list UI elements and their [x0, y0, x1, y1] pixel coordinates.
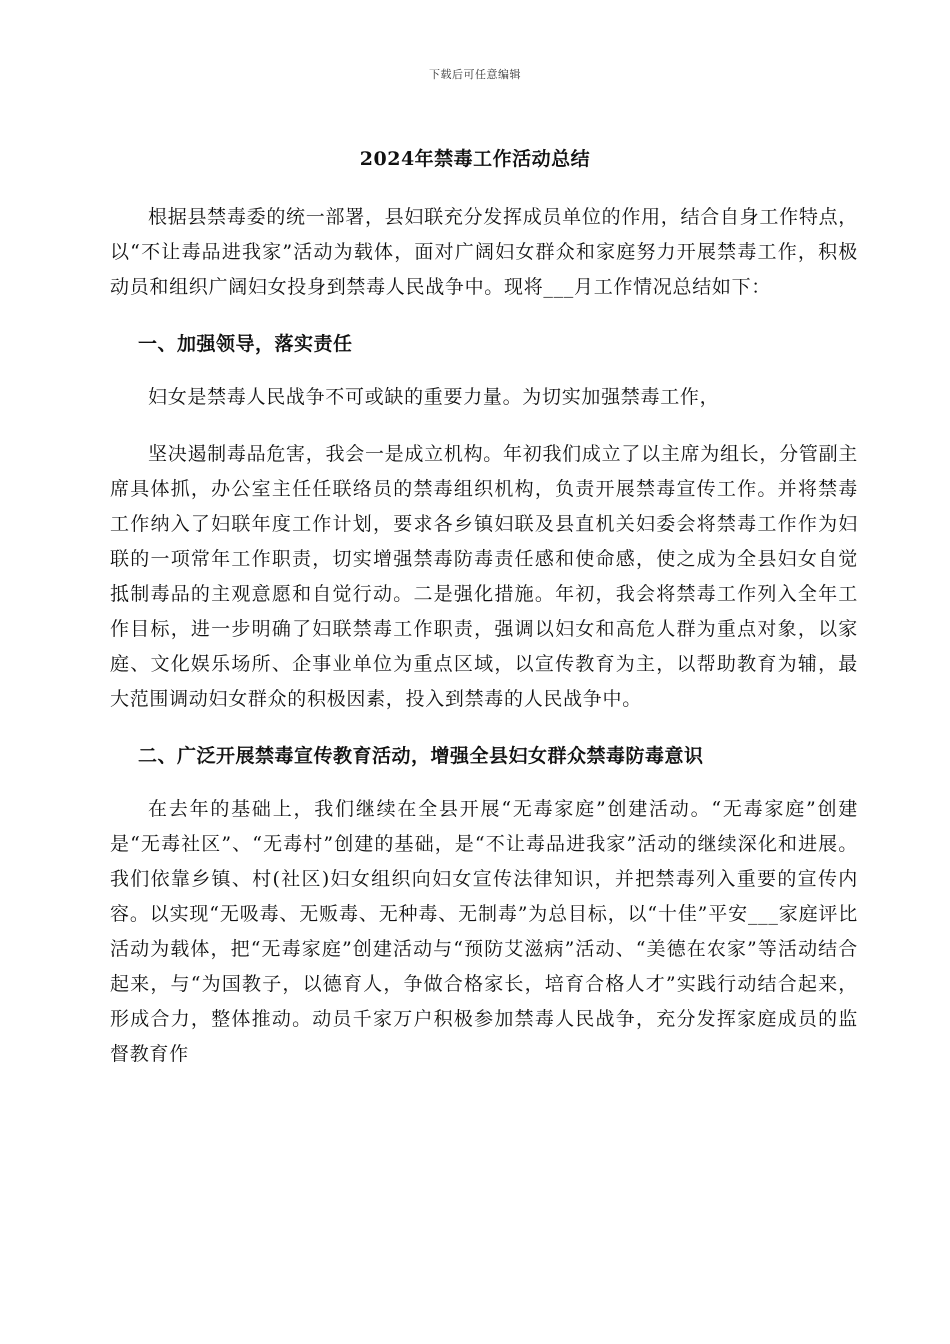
section1-paragraph-1: 妇女是禁毒人民战争不可或缺的重要力量。为切实加强禁毒工作， — [148, 386, 720, 408]
intro-paragraph: 根据县禁毒委的统一部署，县妇联充分发挥成员单位的作用，结合自身工作特点，以“不让毒品进我家”活动为载体，面对广阔妇女群众和家庭努力开展禁毒工作，积极动员和组织广阔妇女投身到禁毒人民战争中。现将___月工作情况总结如下： — [110, 206, 858, 298]
header-note: 下载后可任意编辑 — [429, 68, 521, 81]
section1-heading: 一、加强领导，落实责任 — [138, 333, 353, 355]
section2-heading: 二、广泛开展禁毒宣传教育活动，增强全县妇女群众禁毒防毒意识 — [138, 745, 704, 767]
section2-paragraph-1: 在去年的基础上，我们继续在全县开展“无毒家庭”创建活动。“无毒家庭”创建是“无毒社区”、“无毒村”创建的基础，是“不让毒品进我家”活动的继续深化和进展。我们依靠乡镇、村(社区)妇女组织向妇女宣传法律知识，并把禁毒列入重要的宣传内容。以实现“无吸毒、无贩毒、无种毒、无制毒”为总目标，以“十佳”平安___家庭评比活动为载体，把“无毒家庭”创建活动与“预防艾滋病”活动、“美德在农家”等活动结合起来，与“为国教子，以德育人，争做合格家长，培育合格人才”实践行动结合起来，形成合力，整体推动。动员千家万户积极参加禁毒人民战争，充分发挥家庭成员的监督教育作 — [110, 798, 858, 1065]
document-title: 2024年禁毒工作活动总结 — [359, 148, 591, 170]
document-body — [110, 200, 858, 1072]
section1-paragraph-2: 坚决遏制毒品危害，我会一是成立机构。年初我们成立了以主席为组长，分管副主席具体抓，办公室主任任联络员的禁毒组织机构，负责开展禁毒宣传工作。并将禁毒工作纳入了妇联年度工作计划，要求各乡镇妇联及县直机关妇委会将禁毒工作作为妇联的一项常年工作职责，切实增强禁毒防毒责任感和使命感，使之成为全县妇女自觉抵制毒品的主观意愿和自觉行动。二是强化措施。年初，我会将禁毒工作列入全年工作目标，进一步明确了妇联禁毒工作职责，强调以妇女和高危人群为重点对象，以家庭、文化娱乐场所、企事业单位为重点区域，以宣传教育为主，以帮助教育为辅，最大范围调动妇女群众的积极因素，投入到禁毒的人民战争中。 — [110, 443, 858, 710]
